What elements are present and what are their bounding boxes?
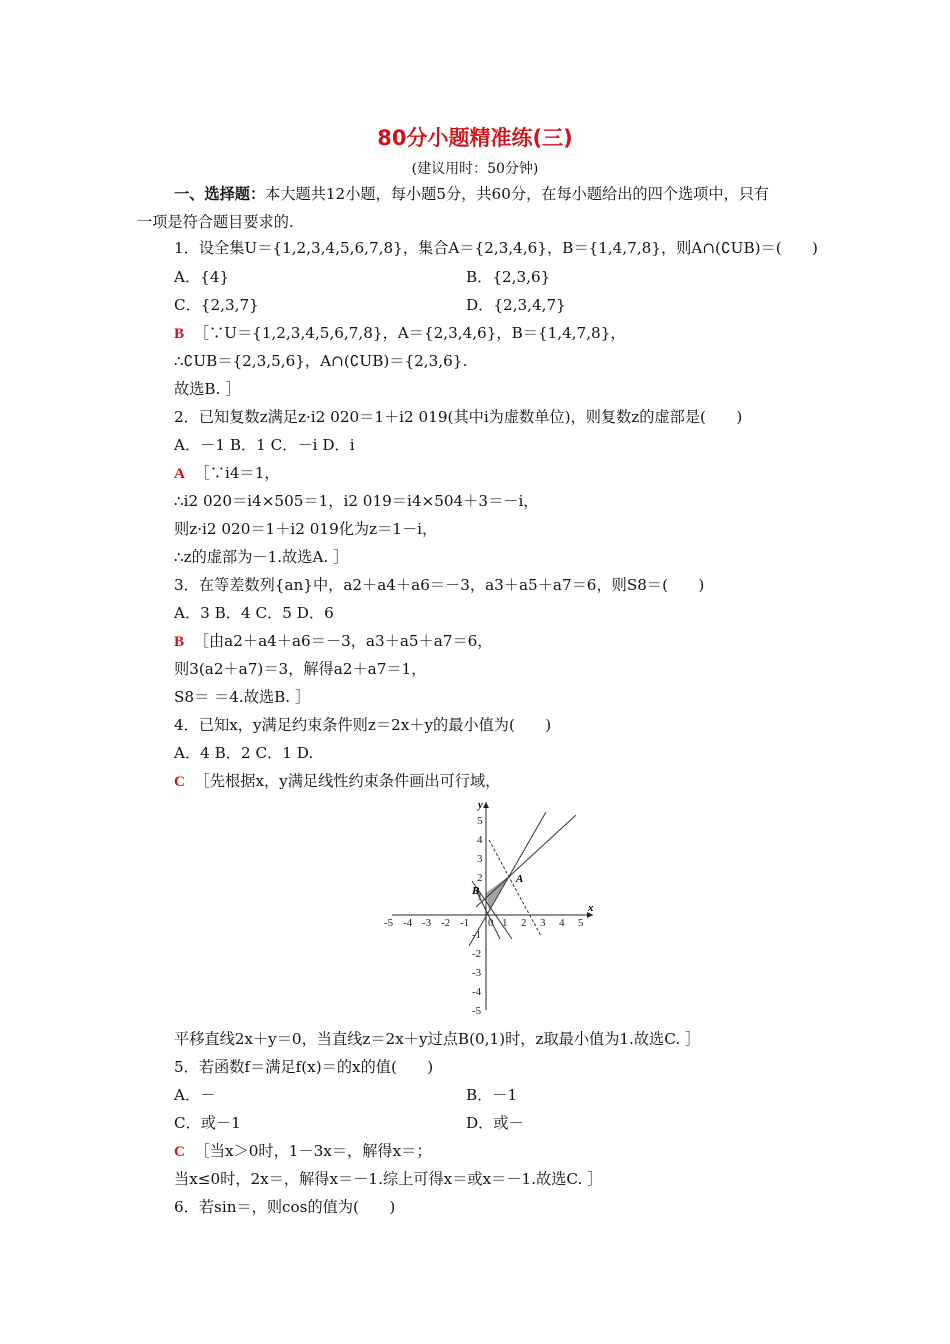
line-text: ［当x＞0时，1－3x＝，解得x＝； [194,1142,432,1160]
a4-1 [174,771,500,792]
a3-2 [174,659,426,679]
line-text: 1．设全集U＝{1,2,3,4,5,6,7,8}，集合A＝{2,3,4,6}，B＝{1,4,7,8}，则A∩(∁UB)＝( ) [174,239,818,257]
y-tick-label: -1 [472,929,482,941]
line-text: ［∵i4＝1， [194,464,280,482]
option-right: B．{2,3,6} [466,268,551,286]
x-tick-label: 5 [578,917,584,929]
answer-letter: B [174,325,185,342]
q4 [174,715,551,735]
x-tick-label: 0 [488,917,494,929]
x-tick-label: -1 [460,917,470,929]
line-text: ［∵U＝{1,2,3,4,5,6,7,8}，A＝{2,3,4,6}，B＝{1,4,7,8}， [193,324,626,342]
a2-2 [174,491,539,511]
line-text: A．3 B．4 C．5 D．6 [174,604,334,622]
q3-opt [174,603,334,623]
x-label: x [588,902,594,914]
option-right: D．{2,3,4,7} [466,296,566,314]
line-text: 则3(a2＋a7)＝3，解得a2＋a7＝1， [174,660,427,678]
q6 [174,1197,395,1217]
a2-1 [174,463,280,484]
x-tick-label: 2 [521,917,527,929]
feasible-region-graph [384,796,603,1018]
q2 [174,407,742,427]
line-text: A．－ [174,1086,216,1104]
y-label: y [478,799,483,811]
line-text: S8＝ ＝4.故选B. ］ [174,688,311,706]
y-tick-label: 4 [477,834,483,846]
y-tick-label: -3 [472,967,482,979]
y-tick-label: 1 [477,891,483,903]
line-text: ∴∁UB＝{2,3,5,6}，A∩(∁UB)＝{2,3,6}. [174,352,468,370]
y-tick-label: 2 [477,872,483,884]
x-tick-label: -5 [384,917,394,929]
section-head: 一、选择题： [174,185,266,203]
a1-1 [174,323,626,344]
q2-opt [174,435,355,455]
line-text: A．－1 B．1 C．－i D．i [174,436,355,454]
line-text: A．4 B．2 C．1 D. [174,744,314,762]
answer-letter: C [174,1143,185,1160]
q5 [174,1057,433,1077]
point-b-label: B [472,885,480,897]
option-right: B．－1 [466,1086,518,1104]
x-tick-label: 1 [502,917,508,929]
a4-2 [174,1029,700,1049]
line-text: 3．在等差数列{an}中，a2＋a4＋a6＝－3，a3＋a5＋a7＝6，则S8＝( ) [174,576,705,594]
y-tick-label: 5 [477,815,483,827]
q4-opt [174,743,313,763]
a1-2 [174,351,467,371]
line-text: 6．若sin＝，则cos的值为( ) [174,1198,396,1216]
q1-ab [174,267,229,287]
x-tick-label: 4 [559,917,565,929]
a5-2 [174,1169,602,1189]
line-text: 4．已知x，y满足约束条件则z＝2x＋y的最小值为( ) [174,716,552,734]
a3-3 [174,687,310,707]
y-tick-label: 3 [477,853,483,865]
feasible-region [486,876,509,910]
q1 [174,238,818,258]
line-text: ［由a2＋a4＋a6＝－3，a3＋a5＋a7＝6， [193,632,493,650]
x-tick-label: -3 [422,917,432,929]
line-text: C．{2,3,7} [174,296,259,314]
point-a-label: A [516,873,524,885]
x-tick-label: -2 [441,917,451,929]
x-tick-label: 3 [540,917,546,929]
answer-letter: B [174,633,185,650]
line-text: ［先根据x，y满足线性约束条件画出可行域， [194,772,501,790]
answer-letter: C [174,773,185,790]
q1-cd [174,295,259,315]
a1-3 [174,379,240,399]
tick-labels [384,815,584,1017]
x-tick-label: -4 [403,917,413,929]
line-text: 则z·i2 020＝1＋i2 019化为z＝1－i， [174,520,438,538]
line-text: ∴i2 020＝i4×505＝1，i2 019＝i4×504＋3＝－i， [174,492,539,510]
y-tick-label: -4 [472,986,482,998]
section-intro [174,184,769,204]
a3-1 [174,631,493,652]
line-text: ∴z的虚部为－1.故选A. ］ [174,548,349,566]
line-text: 5．若函数f＝满足f(x)＝的x的值( ) [174,1058,434,1076]
q3 [174,575,704,595]
page-subtitle: (建议用时：50分钟) [411,161,539,177]
a2-3 [174,519,437,539]
line-text: 2．已知复数z满足z·i2 020＝1＋i2 019(其中i为虚数单位)，则复数z的虚部是( ) [174,408,743,426]
line-text: A．{4} [174,268,230,286]
line-text: 平移直线2x＋y＝0，当直线z＝2x＋y过点B(0,1)时，z取最小值为1.故选C. ］ [174,1030,701,1048]
line-text: C．或－1 [174,1114,241,1132]
answer-letter: A [174,465,185,482]
option-right: D．或－ [466,1114,524,1132]
line-text: 故选B. ］ [174,380,241,398]
a5-1 [174,1141,432,1162]
y-axis-arrow [483,802,489,808]
page-title: 80分小题精准练(三) [377,126,573,150]
section-line1: 本大题共12小题，每小题5分，共60分，在每小题给出的四个选项中，只有 [265,185,770,203]
y-tick-label: -5 [472,1005,482,1017]
y-tick-label: -2 [472,948,482,960]
q5-cd [174,1113,241,1133]
section-line2: 一项是符合题目要求的. [137,213,294,231]
boundary-line-2 [476,815,576,907]
line-text: 当x≤0时，2x＝，解得x＝－1.综上可得x＝或x＝－1.故选C. ］ [174,1170,603,1188]
q5-ab [174,1085,215,1105]
a2-4 [174,547,348,567]
